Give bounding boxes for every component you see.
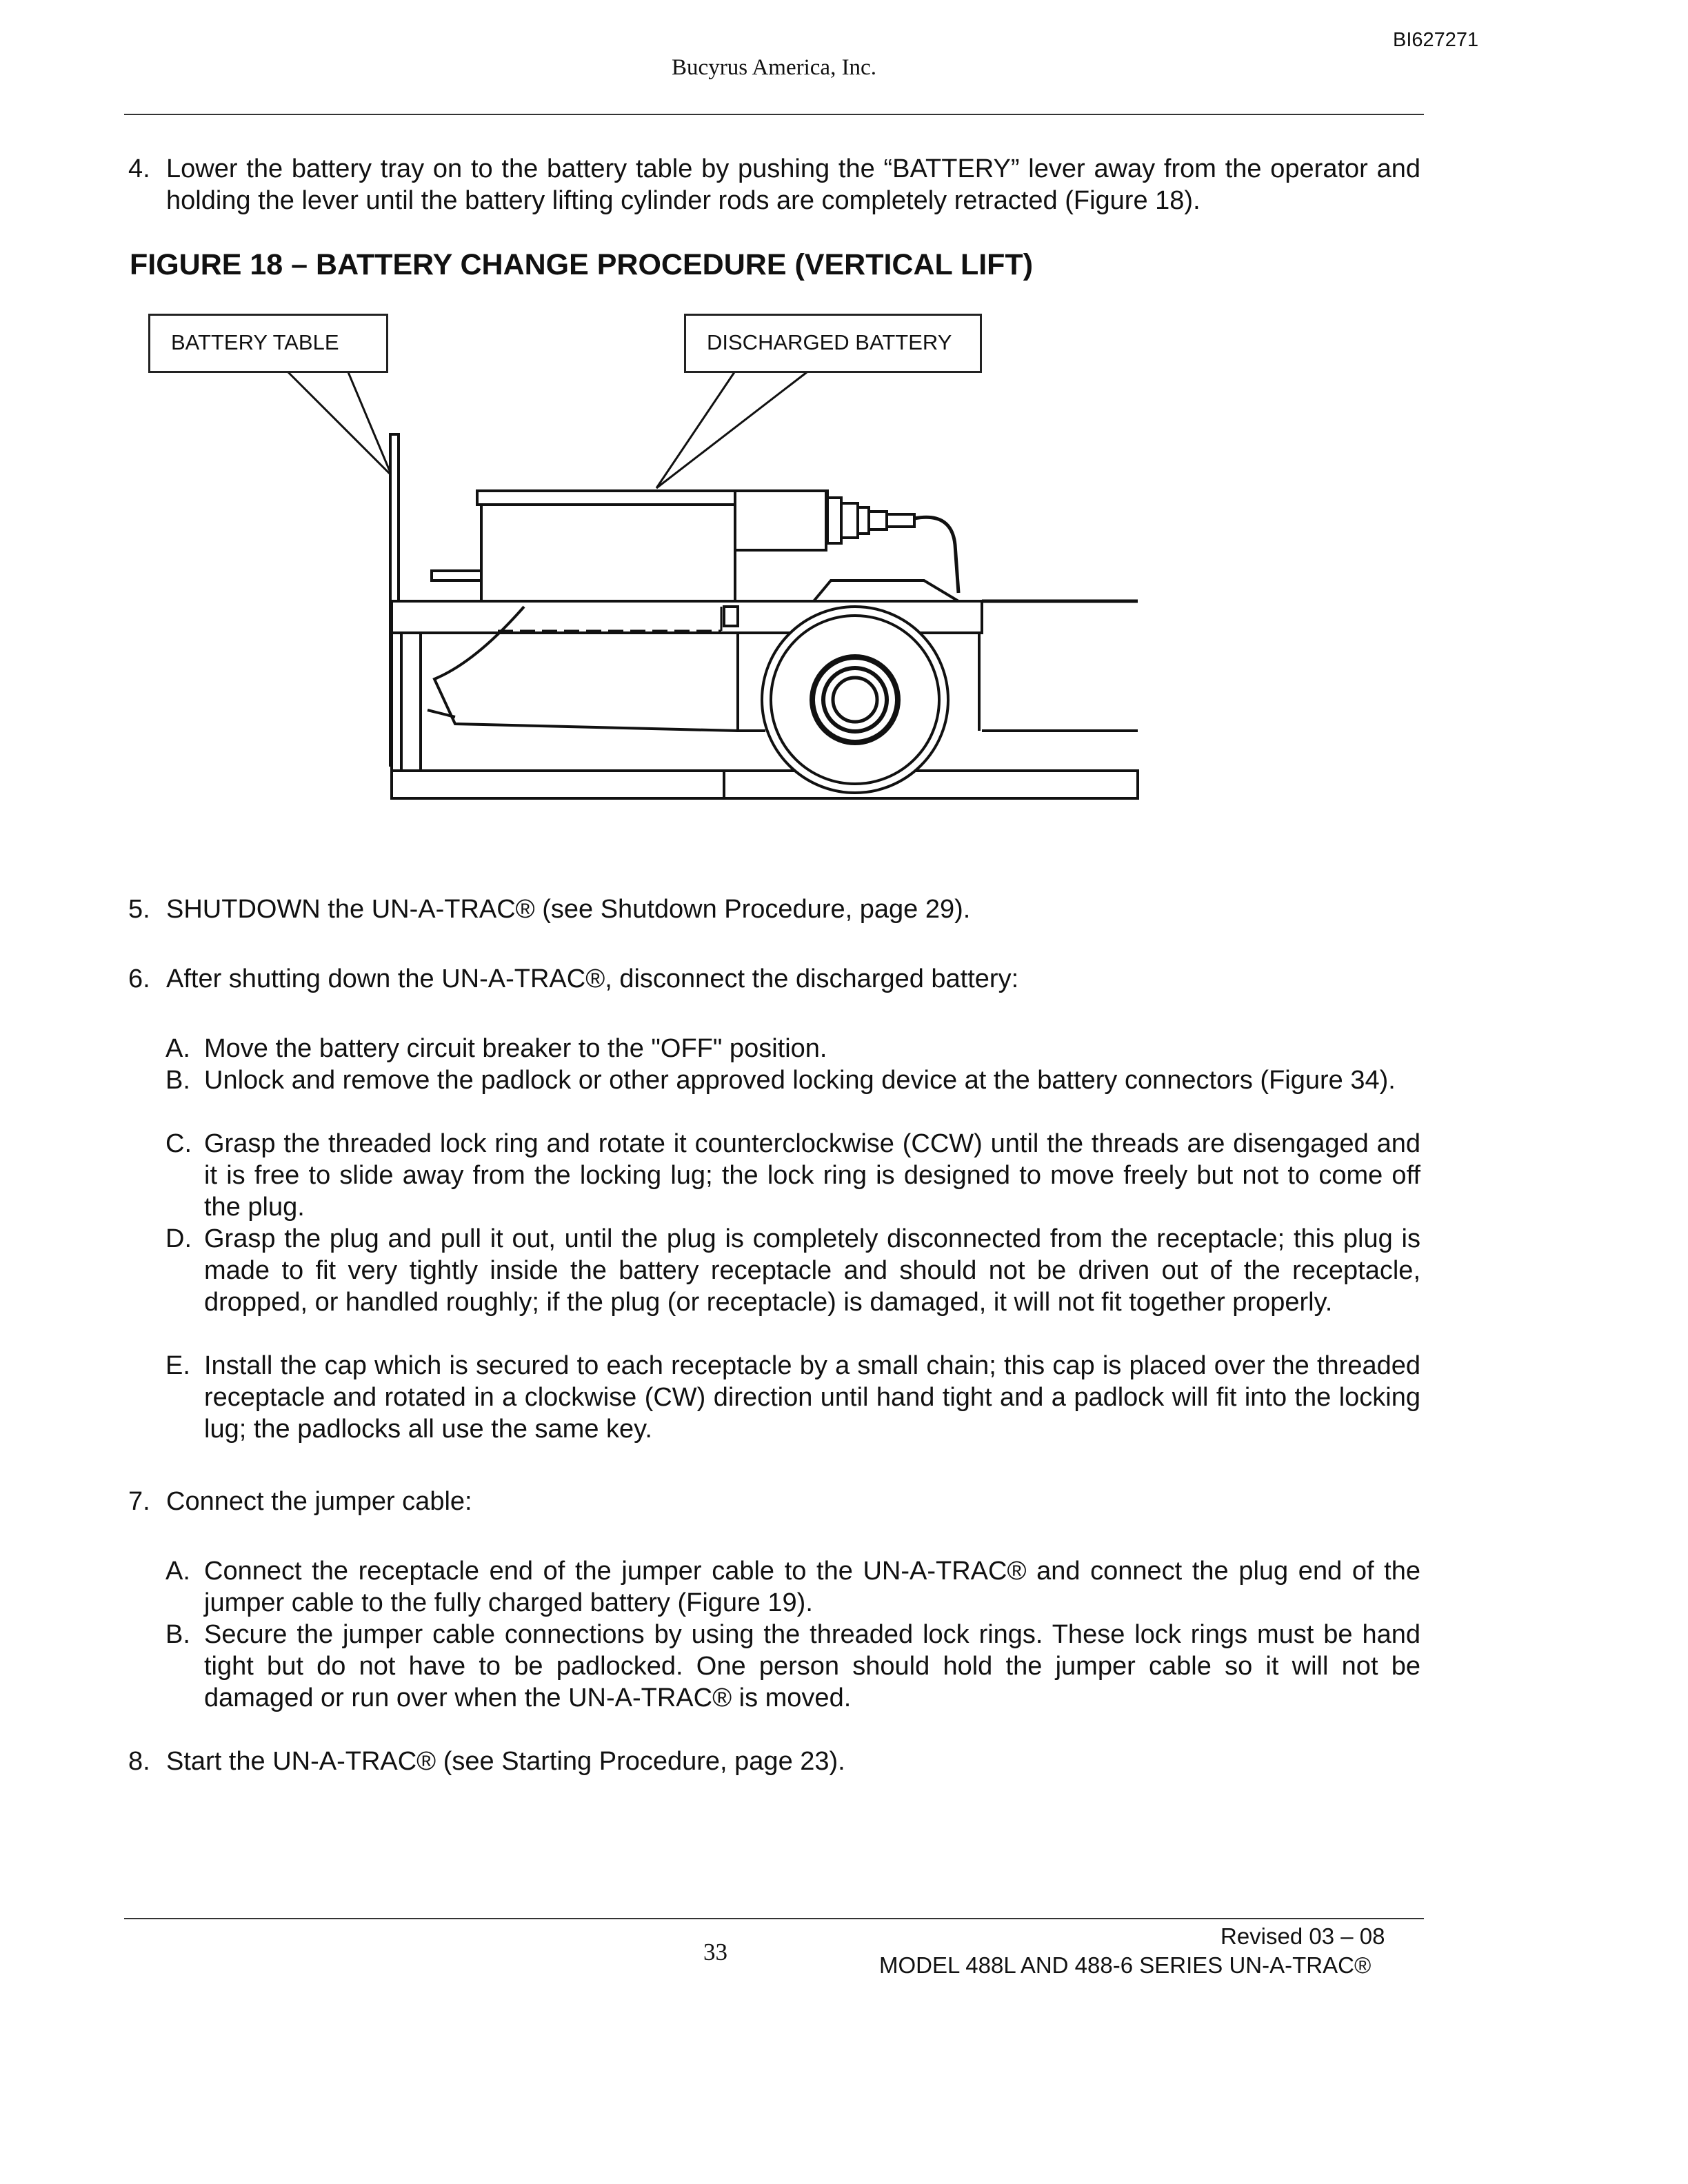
substep-7a <box>165 1555 1420 1619</box>
substep-text: Secure the jumper cable connections by using the threaded lock rings. These lock rings must be hand tight but do not have to be padlocked. One person should hold the jumper cable so it will not be damaged or run over when the UN-A-TRAC® is moved. <box>204 1620 1420 1712</box>
substep-letter: B. <box>165 1620 190 1649</box>
step-8 <box>128 1746 1420 1777</box>
substep-letter: A. <box>165 1034 190 1063</box>
leader-line-discharged-battery <box>656 372 734 488</box>
wheel <box>762 607 948 793</box>
substep-text: Move the battery circuit breaker to the "OFF" position. <box>204 1034 827 1063</box>
step-text: Lower the battery tray on to the battery table by pushing the “BATTERY” lever away from the operator and holding the lever until the battery lifting cylinder rods are completely retracted (Figure 18). <box>166 154 1420 215</box>
substep-letter: B. <box>165 1066 190 1095</box>
step-text: SHUTDOWN the UN-A-TRAC® (see Shutdown Procedure, page 29). <box>166 895 971 924</box>
step-5 <box>128 893 1420 925</box>
substep-text: Connect the receptacle end of the jumper cable to the UN-A-TRAC® and connect the plug end of the jumper cable to the fully charged battery (Figure 19). <box>204 1557 1420 1617</box>
substep-letter: A. <box>165 1557 190 1586</box>
step-7 <box>128 1486 1420 1517</box>
base-beam <box>392 771 1138 798</box>
revision-date: Revised 03 – 08 <box>1220 1923 1385 1949</box>
step-text: After shutting down the UN-A-TRAC®, disconnect the discharged battery: <box>166 964 1019 993</box>
substep-6b <box>165 1064 1420 1096</box>
substep-6a <box>165 1033 1420 1064</box>
company-name: Bucyrus America, Inc. <box>672 55 876 80</box>
model-title: MODEL 488L AND 488-6 SERIES UN-A-TRAC® <box>879 1952 1372 1978</box>
callout-label: BATTERY TABLE <box>171 330 339 354</box>
step-number: 6. <box>128 964 150 993</box>
substep-text: Unlock and remove the padlock or other approved locking device at the battery connectors (Figure 34). <box>204 1066 1396 1095</box>
page-number: 33 <box>703 1939 727 1965</box>
battery-body <box>481 505 735 608</box>
substep-letter: E. <box>165 1351 190 1380</box>
callout-discharged-battery <box>684 314 982 373</box>
substep-text: Grasp the threaded lock ring and rotate it counterclockwise (CCW) until the threads are disengaged and it is free to slide away from the locking lug; the lock ring is designed to move freely but not to come off the plug. <box>204 1129 1420 1222</box>
step-number: 4. <box>128 154 150 183</box>
figure-title: FIGURE 18 – BATTERY CHANGE PROCEDURE (VERTICAL LIFT) <box>130 248 1034 281</box>
substep-letter: C. <box>165 1129 192 1158</box>
substep-letter: D. <box>165 1224 192 1253</box>
substep-6c <box>165 1128 1420 1223</box>
step-6 <box>128 963 1420 995</box>
step-number: 7. <box>128 1487 150 1516</box>
step-text: Connect the jumper cable: <box>166 1487 472 1516</box>
substep-7b <box>165 1619 1420 1714</box>
document-id: BI627271 <box>1393 29 1479 51</box>
step-number: 8. <box>128 1747 150 1776</box>
callout-label: DISCHARGED BATTERY <box>707 330 952 354</box>
substep-text: Install the cap which is secured to each receptacle by a small chain; this cap is placed over the threaded receptacle and rotated in a clockwise (CW) direction until hand tight and a padlock will fit into the locking lug; the padlocks all use the same key. <box>204 1351 1420 1444</box>
step-text: Start the UN-A-TRAC® (see Starting Procedure, page 23). <box>166 1747 845 1776</box>
substep-6e <box>165 1350 1420 1445</box>
leader-line-battery-table <box>288 372 392 476</box>
substep-6d <box>165 1223 1420 1318</box>
substep-text: Grasp the plug and pull it out, until the plug is completely disconnected from the receptacle; this plug is made to fit very tightly inside the battery receptacle and should not be driven out of the receptacle, dropped, or handled roughly; if the plug (or receptacle) is damaged, it will not fit together properly. <box>204 1224 1420 1317</box>
footer-rule <box>124 1918 1424 1919</box>
battery-change-illustration <box>0 0 1688 841</box>
step-number: 5. <box>128 895 150 924</box>
callout-battery-table <box>148 314 388 373</box>
